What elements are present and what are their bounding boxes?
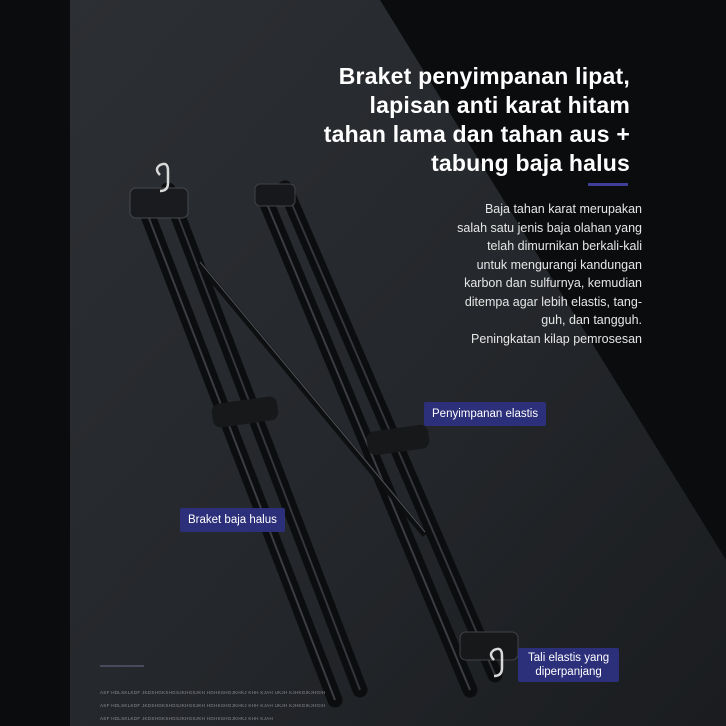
bottom-hinge	[460, 632, 518, 660]
headline-line: tahan lama dan tahan aus +	[323, 121, 630, 147]
description-line: telah dimurnikan berkali-kali	[487, 239, 642, 253]
footnote-line: ASF HDLSKLKDF JKDSHGKSHGSJKHGSJKH HGHKSHGJKHKJ KHH KJAH UKJH KJHKGIKJHGIH	[100, 690, 326, 695]
description-line: salah satu jenis baja olahan yang	[457, 220, 642, 235]
elastic-storage-label: Penyimpanan elastis	[424, 402, 546, 426]
headline-line: Braket penyimpanan lipat,	[338, 63, 630, 89]
headline-line: lapisan anti karat hitam	[369, 92, 630, 118]
steel-bracket-label: Braket baja halus	[180, 508, 285, 532]
footnote-line: ASF HDLSKLKDF JKDSHGKSHGSJKHGSJKH HGHKSHGJKHKJ KHH KJAH UKJH KJHKGIKJHGIH	[100, 703, 326, 708]
description-line: ditempa agar lebih elastis, tang-	[464, 294, 642, 309]
headline	[324, 62, 630, 178]
footnote-line: ASF HDLSKLKDF JKDSHGKSHGSJKHGSJKH HGHKSHGJKHKJ KHH KJAH	[100, 716, 274, 721]
footer-divider	[100, 665, 144, 667]
description-line: Peningkatan kilap pemrosesan	[471, 331, 642, 346]
description-line: untuk mengurangi kandungan	[476, 257, 642, 272]
description-line: guh, dan tangguh.	[541, 313, 642, 327]
description-line: Baja tahan karat merupakan	[484, 202, 642, 216]
description	[342, 200, 642, 348]
elastic-strap-label-line: Tali elastis yang	[528, 652, 610, 664]
elastic-strap-label	[518, 648, 619, 682]
headline-divider	[588, 183, 628, 186]
headline-line: tabung baja halus	[431, 150, 630, 176]
elastic-strap-label-line: diperpanjang	[535, 666, 602, 678]
description-line: karbon dan sulfurnya, kemudian	[464, 276, 642, 290]
